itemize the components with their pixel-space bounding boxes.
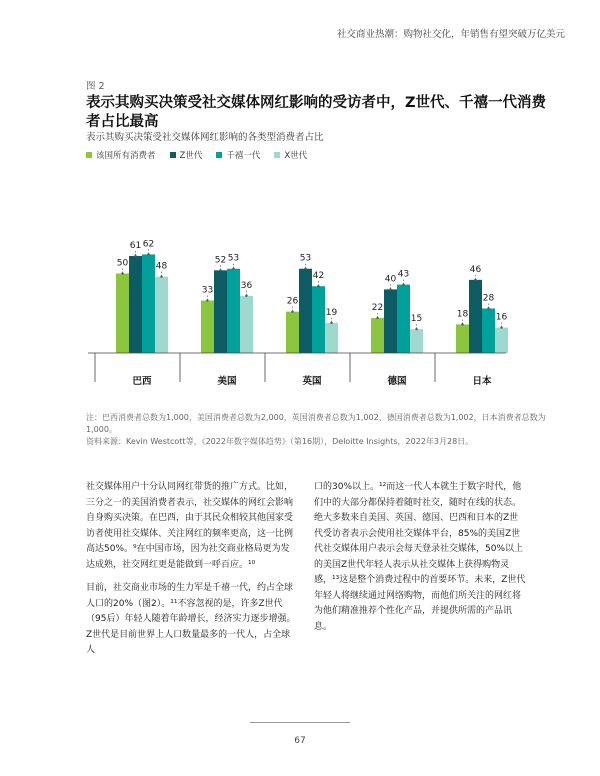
figure-label: 图 2 [86, 81, 105, 92]
chart-category-label: 巴西 [132, 376, 152, 387]
chart-leader-dot [389, 288, 391, 290]
chart-legend [86, 149, 307, 161]
chart-leader-dot [474, 279, 476, 281]
chart-data-label: 33 [201, 285, 214, 296]
chart-source: 资料来源：Kevin Westcott等，《2022年数字媒体趋势》（第16期），Deloitte Insights，2022年3月28日。 [86, 437, 474, 446]
chart-leader-dot [232, 268, 234, 270]
chart-bar [214, 270, 227, 353]
figure-subtitle: 表示其购买决策受社交媒体网红影响的各类型消费者占比 [86, 132, 324, 143]
chart-data-label: 50 [116, 258, 129, 269]
chart-data-label: 16 [495, 312, 508, 323]
chart-data-label: 53 [227, 253, 240, 264]
chart-data-label: 48 [155, 261, 168, 272]
chart-bar [482, 308, 495, 353]
chart-bar [312, 286, 325, 353]
chart-data-label: 52 [214, 255, 227, 266]
chart-bar [469, 280, 482, 353]
chart-data-label: 19 [325, 307, 338, 318]
body-paragraph: 社交媒体用户十分认同网红带货的推广方式。比如，三分之一的美国消费者表示，社交媒体的网红会影响自身购买决策。在巴西，由于其民众相较其他国家受访者使用社交媒体、关注网红的频率更高，这一比例高达50%。⁹在中国市场，因为社交商业格局更为发达成熟，社交网红更是能做到一呼百应。¹⁰ [86, 482, 294, 570]
legend-item [216, 149, 260, 161]
page-number: 67 [294, 736, 306, 746]
legend-item [170, 149, 203, 161]
legend-swatch [170, 152, 176, 158]
chart-notes [86, 412, 556, 448]
chart-data-label: 28 [482, 293, 495, 304]
figure-title: 表示其购买决策受社交媒体网红影响的受访者中，Z世代、千禧一代消费者占比最高 [86, 95, 547, 130]
chart-bar [155, 277, 168, 353]
chart-leader-dot [402, 283, 404, 285]
chart-data-label: 43 [397, 269, 410, 280]
chart-leader-dot [317, 285, 319, 287]
chart-leader-dot [415, 328, 417, 330]
body-column-right [314, 480, 526, 643]
chart-category-label: 英国 [302, 376, 322, 387]
chart-leader-dot [461, 323, 463, 325]
chart-bar [397, 285, 410, 353]
chart-data-label: 62 [142, 239, 155, 250]
chart-leader-dot [245, 295, 247, 297]
chart-bar [456, 324, 469, 353]
body-paragraph: 口的30%以上。¹²而这一代人本就生于数字时代，他们中的大部分都保持着随时社交，随时在线的状态。绝大多数来自美国、英国、德国、巴西和日本的Z世代受访者表示会使用社交媒体平台，85%的美国Z世代社交媒体用户表示会每天登录社交媒体，50%以上的美国Z世代年轻人表示从社交媒体上获得购物灵感，¹³这是整个消费过程中的首要环节。未来，Z世代年轻人将继续通过网络购物，而他们所关注的网红将为他们精准推荐个性化产品，并提供所需的产品讯息。 [314, 482, 526, 632]
chart-bar [325, 323, 338, 353]
chart-bar [240, 296, 253, 353]
chart-leader-dot [134, 255, 136, 257]
chart-data-label: 42 [312, 271, 325, 282]
chart-category-label: 美国 [217, 376, 237, 387]
chart-data-label: 61 [129, 241, 142, 252]
chart-bar [227, 269, 240, 353]
chart-data-label: 22 [371, 303, 384, 314]
chart-bar [495, 328, 508, 353]
running-header: 社交商业热潮：购物社交化，年销售有望突破万亿美元 [336, 29, 565, 40]
legend-item [86, 149, 156, 161]
chart-leader-dot [147, 253, 149, 255]
legend-label: 千禧一代 [226, 151, 261, 161]
chart-data-label: 40 [384, 274, 397, 285]
chart-bar [299, 269, 312, 353]
legend-swatch [86, 152, 92, 158]
chart-bar [201, 301, 214, 353]
legend-swatch [216, 152, 222, 158]
chart-leader-dot [304, 268, 306, 270]
chart-leader-dot [160, 275, 162, 277]
chart-leader-dot [330, 322, 332, 324]
chart-bar [286, 312, 299, 353]
chart-leader-dot [206, 299, 208, 301]
chart-bar [116, 274, 129, 354]
legend-label: 该国所有消费者 [96, 151, 156, 161]
chart-bar [410, 329, 423, 353]
chart-bar [371, 318, 384, 353]
body-paragraph: 目前，社交商业市场的生力军是千禧一代，约占全球人口的20%（图2）。¹¹不容忽视的是，许多Z世代（95后）年轻人随着年龄增长，经济实力逐步增强。Z世代是目前世界上人口数量最多的一代人，占全球人 [86, 583, 296, 655]
chart-note: 注：巴西消费者总数为1,000，美国消费者总数为2,000，英国消费者总数为1,002，德国消费者总数为1,002，日本消费者总数为1,000。 [86, 413, 546, 434]
footer-divider [250, 722, 350, 723]
chart-data-label: 18 [456, 309, 469, 320]
body-column-left [86, 480, 298, 667]
chart-leader-dot [291, 310, 293, 312]
chart-leader-dot [121, 272, 123, 274]
legend-label: X世代 [284, 151, 308, 161]
chart-data-label: 53 [299, 253, 312, 264]
chart-leader-dot [487, 307, 489, 309]
chart-bar [384, 289, 397, 353]
legend-swatch [274, 152, 280, 158]
chart-data-label: 36 [240, 280, 253, 291]
legend-label: Z世代 [179, 151, 203, 161]
chart-leader-dot [500, 326, 502, 328]
chart-category-label: 日本 [472, 376, 492, 387]
chart-data-label: 15 [410, 314, 423, 325]
chart-bar [142, 254, 155, 353]
legend-item [274, 149, 307, 161]
chart-leader-dot [219, 269, 221, 271]
chart-bar [129, 256, 142, 353]
bar-chart [86, 168, 514, 404]
chart-data-label: 46 [469, 264, 482, 275]
chart-category-label: 德国 [387, 376, 407, 387]
chart-data-label: 26 [286, 296, 299, 307]
chart-leader-dot [376, 317, 378, 319]
